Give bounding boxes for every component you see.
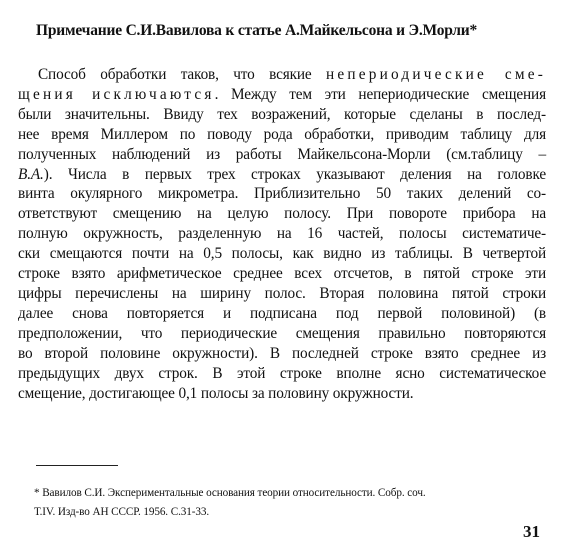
text-line: строке взято арифметическое среднее всех отсчетов, в пятой строке эти — [18, 265, 546, 283]
text-line: нее время Миллером по поводу рода обработки, приводим таблицу для — [18, 125, 546, 143]
text-line — [18, 165, 546, 185]
text-line: полную окружность, разделенную на 16 частей, полосы систематиче- — [18, 225, 546, 243]
text-line — [18, 85, 546, 105]
footnote-line: Т.IV. Изд-во АН СССР. 1956. С.31-33. — [34, 506, 210, 518]
text-line: предыдущих двух строк. В этой строке вполне ясно систематическое — [18, 364, 546, 382]
text-fragment: ). Числа в первых трех строках указывают деления на головке — [43, 165, 546, 183]
text-fragment: . Между тем эти непериодические смещения — [214, 85, 546, 103]
text-fragment: Способ обработки таков, что всякие — [38, 66, 327, 83]
text-line: во второй половине окружности). В последней строке взято среднее из — [18, 344, 546, 362]
text-line: ски смещаются почти на 0,5 полосы, как видно из таблицы. В четвертой — [18, 245, 546, 263]
text-line — [18, 65, 546, 85]
text-line: цифры перечислены на ширину полос. Вторая половина пятой строки — [18, 284, 546, 302]
body-paragraph — [18, 65, 546, 403]
text-line: винта окулярного микрометра. Приблизительно 50 таких делений со- — [18, 185, 546, 203]
text-line: ответствуют смещению на целую полосу. При повороте прибора на — [18, 205, 546, 223]
spaced-emphasis-text: непериодические сме- — [326, 66, 546, 83]
page-title: Примечание С.И.Вавилова к статье А.Майкельсона и Э.Морли* — [36, 22, 478, 39]
text-line: далее снова повторяется и подписана под первой половиной) (в — [18, 304, 546, 322]
text-line: были значительны. Ввиду тех возражений, которые сделаны в послед- — [18, 105, 546, 123]
italic-initials: В.А. — [18, 165, 44, 183]
footnote-divider — [36, 465, 118, 466]
page-number: 31 — [523, 522, 540, 541]
text-line: полученных наблюдений из работы Майкельсона-Морли (см.таблицу – — [18, 145, 546, 163]
spaced-emphasis-text: щения исключаются — [18, 85, 215, 103]
text-line: смещение, достигающее 0,1 полосы за половину окружности. — [18, 384, 414, 402]
footnote — [34, 484, 546, 522]
text-line: предположении, что периодические смещения правильно повторяются — [18, 324, 546, 342]
footnote-line: * Вавилов С.И. Экспериментальные основания теории относительности. Собр. соч. — [34, 487, 426, 499]
